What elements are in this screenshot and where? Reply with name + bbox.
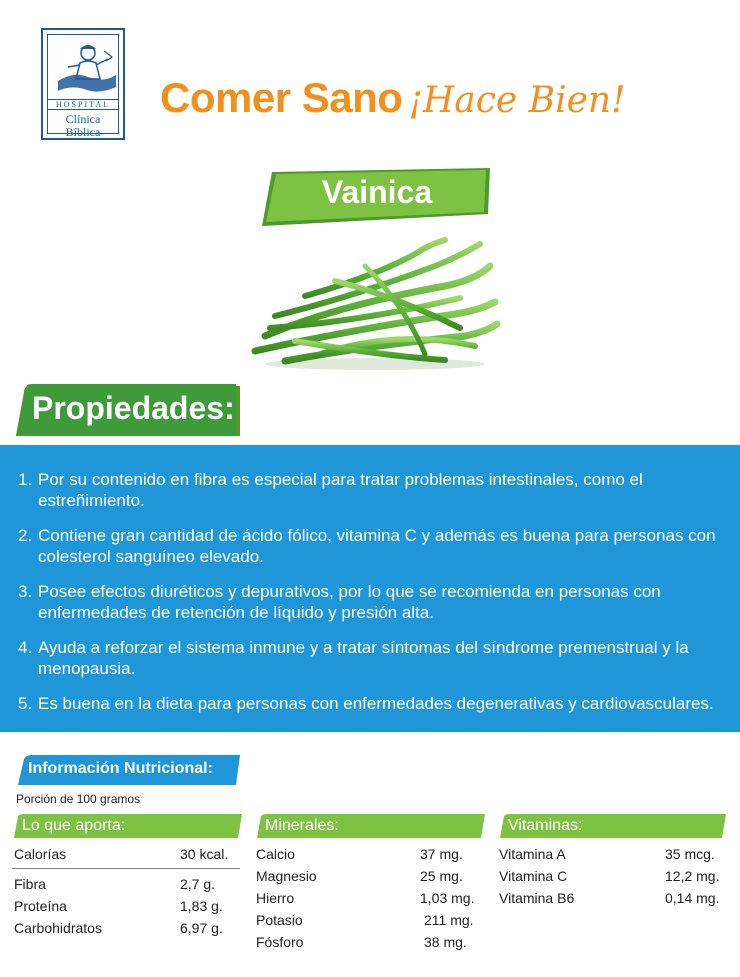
row-label: Carbohidratos: [14, 920, 102, 936]
row-value: 25 mg.: [420, 868, 463, 884]
portion-label: Porción de 100 gramos: [16, 792, 141, 806]
row-label: Vitamina C: [499, 868, 568, 884]
minerales-header: [255, 814, 485, 838]
list-item-text: Es buena en la dieta para personas con enfermedades degenerativas y cardiovasculares.: [38, 694, 714, 713]
row-value: 30 kcal.: [180, 846, 229, 862]
row-value: 211 mg.: [424, 912, 474, 928]
vitaminas-title: Vitaminas:: [508, 817, 583, 834]
row-label: Vitamina B6: [499, 890, 575, 906]
list-item: [18, 637, 730, 679]
row-value: 6,97 g.: [180, 920, 223, 936]
list-item-text: Por su contenido en fibra es especial para tratar problemas intestinales, como el estreñimiento.: [38, 470, 643, 510]
headline: [160, 74, 626, 122]
row-label: Proteína: [14, 898, 67, 914]
green-beans-image: [245, 236, 505, 376]
list-item-text: Posee efectos diuréticos y depurativos, por lo que se recomienda en personas con enfermedades de retención de líquido y presión alta.: [38, 582, 661, 622]
row-label: Magnesio: [256, 868, 317, 884]
list-item: [18, 525, 730, 567]
row-value: 1,03 mg.: [420, 890, 475, 906]
list-item: [18, 581, 730, 623]
row-label: Hierro: [256, 890, 295, 906]
row-label: Fósforo: [256, 934, 304, 950]
row-value: 1,83 g.: [180, 898, 223, 914]
row-value: 38 mg.: [424, 934, 467, 950]
list-item-number: 5.: [18, 694, 33, 713]
minerales-title: Minerales:: [265, 817, 339, 834]
logo-name: Clínica Bíblica: [65, 112, 101, 139]
list-item-text: Ayuda a reforzar el sistema inmune y a tratar síntomas del síndrome premenstrual y la menopausia.: [38, 638, 689, 678]
headline-sub: ¡Hace Bien!: [408, 80, 626, 121]
hospital-logo: [41, 28, 125, 140]
list-item: [18, 469, 730, 511]
list-item: [18, 693, 730, 714]
properties-list: [18, 469, 730, 728]
list-item-number: 1.: [18, 470, 33, 489]
title-ribbon: [262, 168, 492, 228]
properties-heading-tag: [14, 384, 242, 436]
nutrition-heading: Información Nutricional:: [28, 760, 213, 777]
row-label: Potasio: [256, 912, 303, 928]
aporta-title: Lo que aporta:: [22, 817, 126, 834]
row-value: 2,7 g.: [180, 876, 216, 892]
aporta-header: [12, 814, 242, 838]
properties-band: [0, 445, 740, 732]
logo-hospital-label: HOSPITAL: [48, 99, 118, 110]
list-item-text: Contiene gran cantidad de ácido fólico, vitamina C y además es buena para personas con colesterol sanguíneo elevado.: [38, 526, 716, 566]
row-label: Calorías: [14, 846, 67, 862]
list-item-number: 3.: [18, 582, 33, 601]
properties-heading: Propiedades:: [32, 390, 235, 426]
row-value: 12,2 mg.: [665, 868, 720, 884]
nutrition-heading-tag: [14, 755, 242, 785]
row-label: Fibra: [14, 876, 46, 892]
list-item-number: 4.: [18, 638, 33, 657]
row-label: Vitamina A: [499, 846, 566, 862]
row-value: 0,14 mg.: [665, 890, 720, 906]
aporta-divider: [12, 868, 240, 869]
page-title: Vainica: [321, 174, 433, 210]
headline-main: Comer Sano: [160, 74, 403, 121]
row-label: Calcio: [256, 846, 295, 862]
vitaminas-header: [498, 814, 726, 838]
list-item-number: 2.: [18, 526, 33, 545]
nurse-illustration-icon: [54, 41, 120, 99]
row-value: 37 mg.: [420, 846, 463, 862]
row-value: 35 mcg.: [665, 846, 715, 862]
